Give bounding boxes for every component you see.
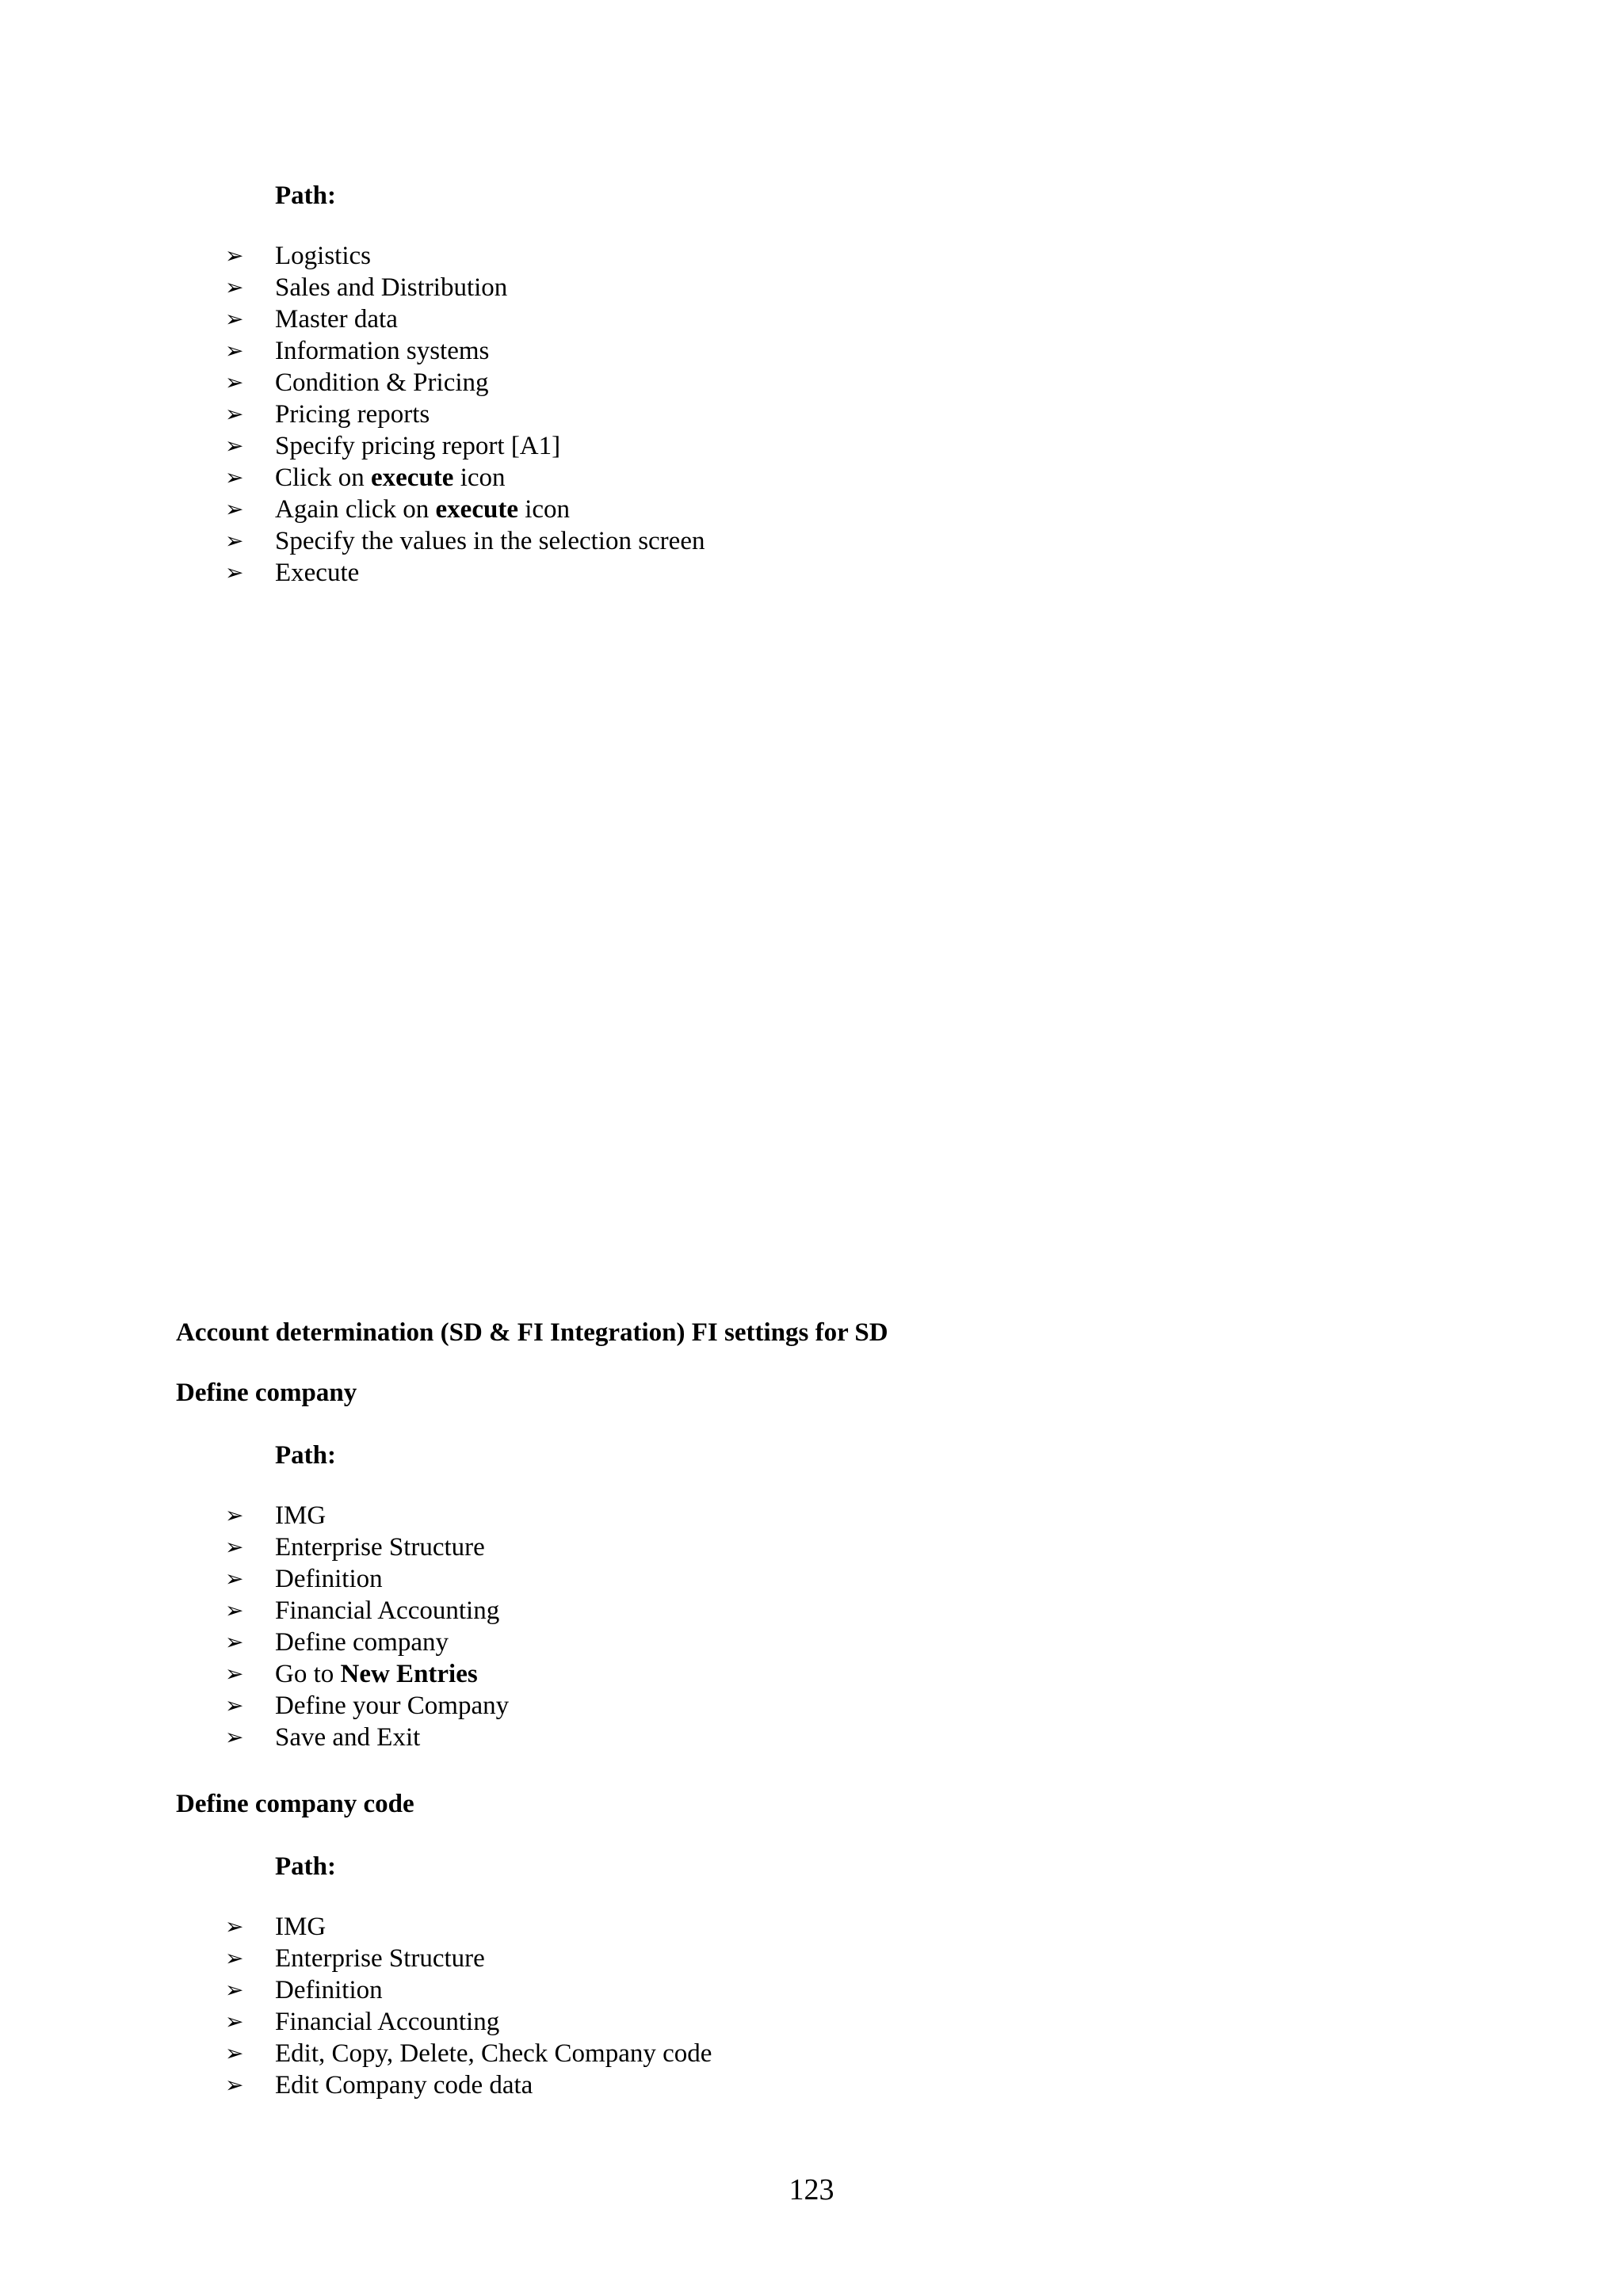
list-item-text (275, 1563, 383, 1595)
list-item-text-part: Execute (275, 559, 360, 587)
list-item-text (275, 1531, 485, 1563)
list-item-text-part: IMG (275, 1913, 327, 1941)
list-item-text (275, 557, 359, 589)
list-item-text (275, 399, 430, 430)
list-item-text (275, 272, 507, 303)
arrowhead-bullet-icon: ➢ (225, 1566, 244, 1592)
list-item-text (275, 240, 371, 272)
arrowhead-bullet-icon: ➢ (225, 1629, 244, 1655)
arrowhead-bullet-icon: ➢ (225, 242, 244, 269)
list-item-text-part: Go to (275, 1660, 341, 1688)
arrowhead-bullet-icon: ➢ (225, 528, 244, 554)
arrowhead-bullet-icon: ➢ (225, 369, 244, 395)
list-item-text (275, 1722, 420, 1753)
arrowhead-bullet-icon: ➢ (225, 1724, 244, 1750)
arrowhead-bullet-icon: ➢ (225, 1661, 244, 1687)
list-item-text-part: Edit, Copy, Delete, Check Company code (275, 2039, 712, 2068)
list-item-text (275, 1911, 326, 1943)
list-item-text (275, 1500, 326, 1531)
list-item-text-part: icon (517, 495, 571, 524)
list-item-text-part: Logistics (275, 242, 371, 270)
list-item-text (275, 494, 570, 525)
arrowhead-bullet-icon: ➢ (225, 274, 244, 300)
list-item-text-part: Condition & Pricing (275, 368, 489, 397)
list-item-text-part: Financial Accounting (275, 2008, 500, 2036)
list-item-text-part: Save and Exit (275, 1723, 421, 1752)
arrowhead-bullet-icon: ➢ (225, 1534, 244, 1560)
arrowhead-bullet-icon: ➢ (225, 1913, 244, 1939)
list-item-text (275, 1974, 383, 2006)
list-item-text-part: Define company (275, 1628, 449, 1657)
list-item-text-part: Specify pricing report [A1] (275, 432, 561, 460)
list-item-text-part: Definition (275, 1976, 383, 2004)
list-item-text (275, 1595, 499, 1627)
arrowhead-bullet-icon: ➢ (225, 496, 244, 522)
list-item-text-part: Financial Accounting (275, 1596, 500, 1625)
list-item-text (275, 303, 398, 335)
list-item-text-part: Enterprise Structure (275, 1944, 485, 1973)
subsection-heading-define-company: Define company (176, 1379, 357, 1407)
list-item-text (275, 2006, 499, 2038)
list-item-text-part: Again click on (275, 495, 436, 524)
arrowhead-bullet-icon: ➢ (225, 2040, 244, 2066)
list-item-text (275, 462, 506, 494)
arrowhead-bullet-icon: ➢ (225, 1977, 244, 2003)
list-item-text-part: Master data (275, 305, 398, 334)
subsection-heading-define-company-code: Define company code (176, 1790, 414, 1818)
arrowhead-bullet-icon: ➢ (225, 1945, 244, 1971)
list-item-text (275, 1943, 485, 1974)
arrowhead-bullet-icon: ➢ (225, 464, 244, 490)
list-item-emphasis: New Entries (340, 1660, 478, 1688)
arrowhead-bullet-icon: ➢ (225, 1692, 244, 1718)
list-item-emphasis: execute (371, 463, 454, 492)
list-item-text-part: Define your Company (275, 1691, 510, 1720)
list-item-text (275, 1627, 449, 1658)
list-item-text (275, 2038, 712, 2069)
list-item-text-part: Definition (275, 1565, 383, 1593)
list-item-text (275, 2069, 533, 2101)
list-item-text (275, 335, 489, 367)
list-item-emphasis: execute (435, 495, 518, 524)
page-number: 123 (789, 2173, 834, 2206)
arrowhead-bullet-icon: ➢ (225, 401, 244, 427)
arrowhead-bullet-icon: ➢ (225, 2008, 244, 2035)
list-item-text-part: Specify the values in the selection screen (275, 527, 705, 555)
list-item-text-part: Sales and Distribution (275, 273, 508, 302)
section-heading-account-determination: Account determination (SD & FI Integration) FI settings for SD (176, 1318, 888, 1347)
list-item-text-part: IMG (275, 1501, 327, 1530)
path-label: Path: (275, 1852, 336, 1881)
arrowhead-bullet-icon: ➢ (225, 306, 244, 332)
arrowhead-bullet-icon: ➢ (225, 433, 244, 459)
path-label: Path: (275, 1441, 336, 1470)
list-item-text (275, 1690, 509, 1722)
list-item-text (275, 1658, 478, 1690)
list-item-text (275, 430, 560, 462)
arrowhead-bullet-icon: ➢ (225, 1597, 244, 1623)
list-item-text-part: Information systems (275, 337, 490, 365)
list-item-text-part: icon (453, 463, 506, 492)
path-label: Path: (275, 181, 336, 210)
arrowhead-bullet-icon: ➢ (225, 1502, 244, 1528)
list-item-text-part: Pricing reports (275, 400, 430, 429)
list-item-text-part: Enterprise Structure (275, 1533, 485, 1562)
list-item-text-part: Edit Company code data (275, 2071, 533, 2100)
arrowhead-bullet-icon: ➢ (225, 559, 244, 585)
list-item-text-part: Click on (275, 463, 371, 492)
list-item-text (275, 367, 489, 399)
list-item-text (275, 525, 705, 557)
arrowhead-bullet-icon: ➢ (225, 338, 244, 364)
arrowhead-bullet-icon: ➢ (225, 2072, 244, 2098)
